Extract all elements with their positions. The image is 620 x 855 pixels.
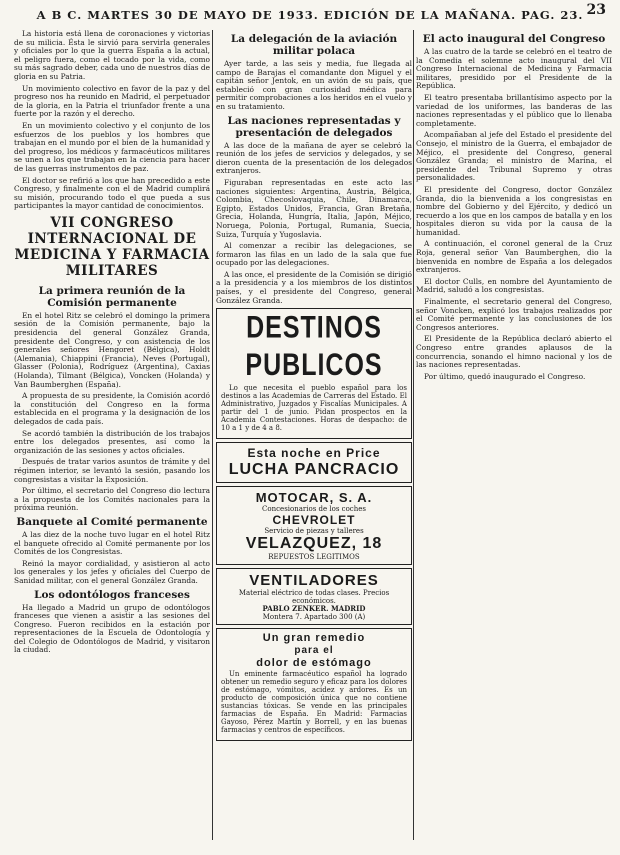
paragraph: A las diez de la noche tuvo lugar en el hotel Ritz el banquete ofrecido al Comité permanente por los Comités de los Congresistas. — [14, 529, 210, 557]
paragraph: Después de tratar varios asuntos de trámite y del régimen interior, se levantó la sesión, pasando los congresistas a visitar la Exposición. — [14, 457, 210, 484]
column-left — [14, 30, 210, 850]
ad-motocar — [216, 486, 412, 565]
paragraph: Figuraban representadas en este acto las naciones siguientes: Argentina, Austria, Bélgica, Colombia, Checoslovaquia, Chile, Dinamarca, Egipto, Estados Unidos, Francia, Gran Bretaña, Grecia, Holanda, Hungría, Italia, Japón, Méjico, Noruega, Polonia, Portugal, Rumania, Suecia, Suiza, Turquía y Yugoslavia. — [216, 177, 412, 239]
ad-line: Montera 7. Apartado 300 (A) — [262, 613, 366, 622]
subheadline: La primera reunión de la Comisión permanente — [38, 284, 186, 309]
column-right — [416, 30, 612, 850]
paragraph: Ha llegado a Madrid un grupo de odontólogos franceses que vienen a asistir a las sesiones del Congreso. Fueron recibidos en la estación por representaciones de la Escuela de Odontología y del Colegio de Odontólogos de Madrid, y visitaron la ciudad. — [14, 602, 210, 655]
ad-line: MOTOCAR, S. A. — [255, 490, 373, 506]
section-headline: VII CONGRESO INTERNACIONAL DE MEDICINA Y FARMACIA MILITARES — [14, 214, 210, 279]
column-center — [216, 30, 412, 850]
ad-ventiladores — [216, 568, 412, 625]
ad-line: Esta noche en Price — [247, 446, 381, 461]
ad-title: DESTINOS PUBLICOS — [245, 310, 383, 383]
ad-line: VELAZQUEZ, 18 — [245, 535, 383, 553]
ad-line: para el — [294, 645, 334, 657]
ad-lucha-pancracio — [216, 442, 412, 483]
ad-line: LUCHA PANCRACIO — [228, 461, 400, 479]
page-header — [0, 4, 620, 26]
paragraph: El doctor se refirió a los que han precedido a este Congreso, y finalmente con el de Madrid cumplirá su misión, procurando todo el que pueda a sus participantes la mayor cantidad de conocimientos. — [14, 175, 210, 211]
paragraph: A propuesta de su presidente, la Comisión acordó la constitución del Congreso en la forma establecida en el programa y la designación de los delegados de cada país. — [14, 391, 210, 426]
header-text: A B C. MARTES 30 DE MAYO DE 1933. EDICIÓN DE LA MAÑANA. PAG. 23. — [36, 8, 584, 22]
paragraph: A las doce de la mañana de ayer se celebró la reunión de los jefes de servicios y delegados, y se dieron cuenta de la presentación de los delegados extranjeros. — [216, 140, 412, 176]
paragraph: A continuación, el coronel general de la Cruz Roja, general señor Van Baumberghen, dio la bienvenida en nombre de España a los delegados extranjeros. — [416, 239, 612, 275]
ad-line: dolor de estómago — [256, 657, 372, 670]
page-number: 23 — [586, 2, 606, 18]
ad-destinos-publicos — [216, 308, 412, 439]
ad-line: Servicio de piezas y talleres — [264, 527, 364, 536]
ad-text: Un eminente farmacéutico español ha logrado obtener un remedio seguro y eficaz para los dolores de estómago, vómitos, acidez y ardores. Es un producto de composición única que no contiene sustancias tóxicas. Se vende en las principales farmacias de España. En Madrid: Farmacias Gayoso, Pérez Martín y Borrell, y en las buenas farmacias y centros de específicos. — [221, 670, 407, 735]
paragraph: Al comenzar a recibir las delegaciones, se formaron las filas en un lado de la sala que fue ocupado por las delegaciones. — [216, 241, 412, 268]
ad-line: Un gran remedio — [262, 632, 366, 645]
paragraph: A las once, el presidente de la Comisión se dirigió a la presidencia y a los miembros de los distintos países, y el presidente del Congreso, general González Granda. — [216, 269, 412, 305]
ad-remedio-estomago — [216, 628, 412, 741]
paragraph: En el hotel Ritz se celebró el domingo la primera sesión de la Comisión permanente, bajo la presidencia del general González Granda, presidente del Congreso, y con asistencia de los generales señores Hengoret (Bélgica), Holdt (Alemania), Chiappini (Francia), Neves (Portugal), Glasser (Polonia), Rodríguez (Argentina), Caxias (Holanda), Tilmant (Bélgica), Voncken (Holanda) y Van Baumberghen (España). — [14, 310, 210, 389]
paragraph: Acompañaban al jefe del Estado el presidente del Consejo, el ministro de la Guerra, el embajador de Méjico, el presidente del Congreso, general González Granda; el ministro de Marina, el presidente del Tribunal Supremo y otras personalidades. — [416, 130, 612, 183]
paragraph: Reinó la mayor cordialidad, y asistieron al acto los generales y los jefes y oficiales del Cuerpo de Sanidad militar, con el general González Granda. — [14, 558, 210, 585]
ad-text: Lo que necesita el pueblo español para los destinos a las Academias de Carreras del Estado. El Administrativo, Juzgados y Fiscalías Municipales. A partir del 1 de junio. Pidan prospectos en la Academia Contestaciones. Horas de despacho: de 10 a 1 y de 4 a 8. — [221, 384, 407, 433]
column-divider — [212, 30, 213, 840]
paragraph: Finalmente, el secretario general del Congreso, señor Voncken, explicó los trabajos realizados por el Comité permanente y las conclusiones de los Congresos anteriores. — [416, 297, 612, 332]
paragraph: A las cuatro de la tarde se celebró en el teatro de la Comedia el solemne acto inaugural del VII Congreso Internacional de Medicina y Farmacia militares, presidido por el Presidente de la República. — [416, 47, 612, 91]
paragraph: Un movimiento colectivo en favor de la paz y del progreso nos ha reunido en Madrid, el perpetuador de la gloria, en la Patria el triunfador frente a una fuerte por la razón y el derecho. — [14, 83, 210, 119]
paragraph: En un movimiento colectivo y el conjunto de los esfuerzos de los pueblos y los hombres que trabajan en el mundo por el bien de la humanidad y del progreso, los médicos y farmacéuticos militares se unen a los que trabajan en la ciencia para hacer de las guerras instrumentos de paz. — [14, 120, 210, 173]
ad-line: REPUESTOS LEGITIMOS — [268, 553, 360, 562]
ad-line: PABLO ZENKER. MADRID — [262, 604, 366, 614]
paragraph: La historia está llena de coronaciones y victorias de su milicia. Ésta le sirvió para servirla generales y oficiales por lo que la guerra España a la actual, el peligro fuera, como el tocado por la vida, como su más sagrado deber, cada uno de nuestros días de gloria en su Patria. — [14, 30, 210, 81]
paragraph: El Presidente de la República declaró abierto el Congreso entre grandes aplausos de la concurrencia, sonando el himno nacional y los de las naciones representadas. — [416, 334, 612, 370]
headline: La delegación de la aviación militar polaca — [230, 33, 398, 57]
paragraph: Se acordó también la distribución de los trabajos entre los delegados presentes, así como la organización de las sesiones y actos oficiales. — [14, 428, 210, 455]
headline: Las naciones representadas y presentación de delegados — [227, 114, 401, 139]
column-divider — [413, 30, 414, 840]
ad-line: VENTILADORES — [249, 572, 379, 590]
ad-line: Material eléctrico de todas clases. Precios económicos. — [238, 589, 390, 606]
paragraph: Por último, el secretario del Congreso dio lectura a la propuesta de los Comités nacionales para la próxima reunión. — [14, 486, 210, 513]
ad-line: Concesionarios de los coches — [262, 505, 366, 514]
paragraph: El teatro presentaba brillantísimo aspecto por la variedad de los uniformes, las banderas de las naciones representadas y el público que lo llenaba completamente. — [416, 92, 612, 128]
subheadline: Los odontólogos franceses — [34, 588, 190, 601]
subheadline: Banquete al Comité permanente — [16, 515, 208, 528]
paragraph: Ayer tarde, a las seis y media, fue llegada al campo de Barajas el comandante don Miguel y el capitán señor Jentok, en un avión de su país, que estableció con gran curiosidad médica para permitir comprobaciones a los heridos en el vuelo y en su tratamiento. — [216, 59, 412, 111]
paragraph: Por último, quedó inaugurado el Congreso. — [424, 371, 586, 381]
paragraph: El doctor Culls, en nombre del Ayuntamiento de Madrid, saludó a los congresistas. — [416, 276, 612, 295]
paragraph: El presidente del Congreso, doctor González Granda, dio la bienvenida a los congresistas en nombre del Gobierno y del Ejército, y dedicó un recuerdo a los que en los campos de batalla y en los hospitales dieron su vida por la causa de la humanidad. — [416, 184, 612, 237]
ad-line: CHEVROLET — [272, 513, 356, 528]
headline: El acto inaugural del Congreso — [422, 33, 606, 45]
